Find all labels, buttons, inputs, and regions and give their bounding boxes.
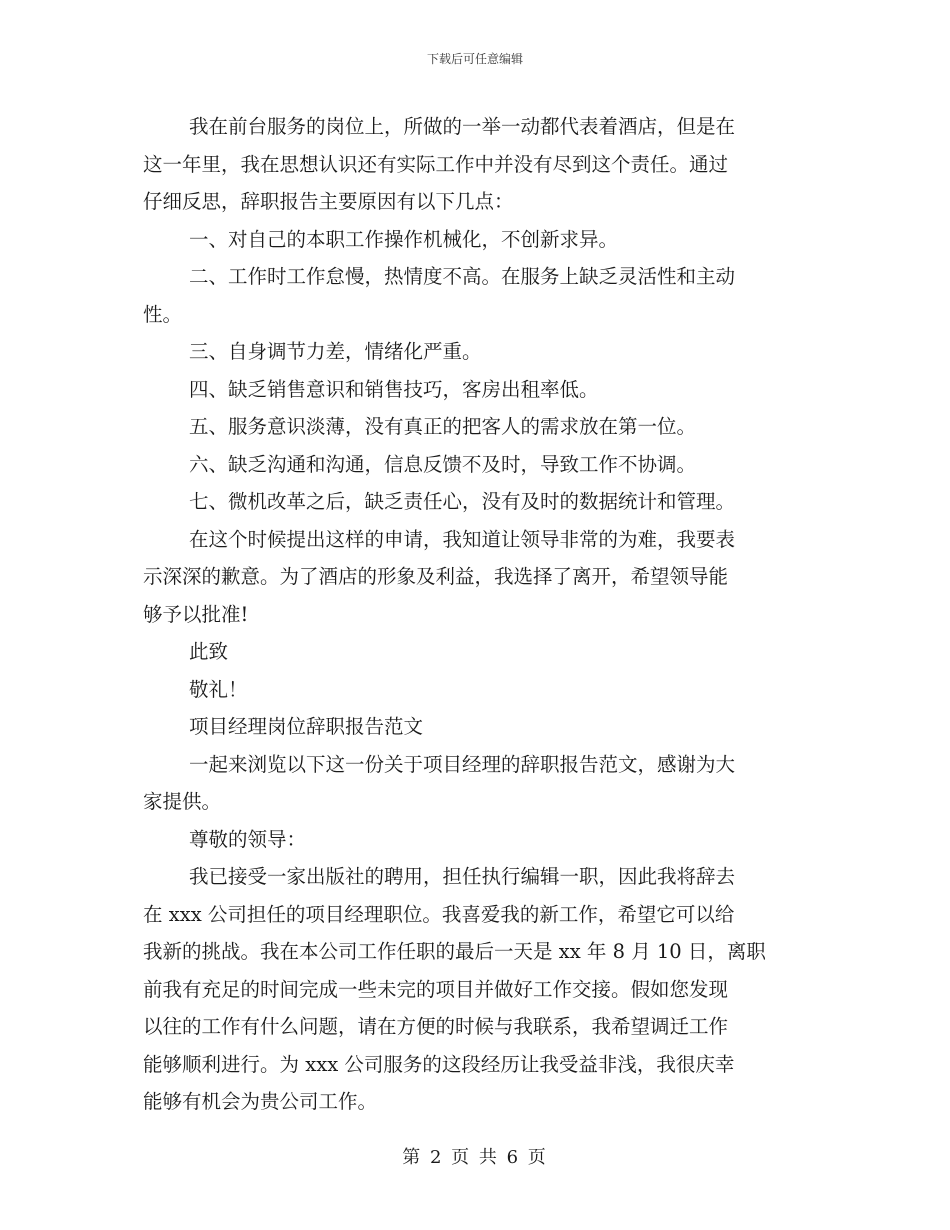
text-line: 一起来浏览以下这一份关于项目经理的辞职报告范文，感谢为大 (189, 752, 736, 776)
document-body (143, 108, 807, 1121)
text-line: 在这个时候提出这样的申请，我知道让领导非常的为难，我要表 (189, 527, 736, 551)
text-line: 这一年里，我在思想认识还有实际工作中并没有尽到这个责任。通过 (143, 152, 729, 176)
text-line: 性。 (143, 302, 183, 326)
text-line: 此致 (189, 640, 229, 663)
text-line: 我在前台服务的岗位上，所做的一举一动都代表着酒店，但是在 (189, 115, 736, 138)
text-line: 一、对自己的本职工作操作机械化，不创新求异。 (189, 227, 619, 251)
text-line: 三、自身调节力差，情绪化严重。 (189, 340, 482, 363)
text-line: 够予以批准! (143, 602, 249, 626)
text-line: 能够顺利进行。为 xxx 公司服务的这段经历让我受益非浅，我很庆幸 (143, 1052, 735, 1076)
text-line: 我新的挑战。我在本公司工作任职的最后一天是 xx 年 8 月 10 日，离职 (143, 940, 766, 963)
text-line: 七、微机改革之后，缺乏责任心，没有及时的数据统计和管理。 (189, 490, 736, 513)
text-line: 以往的工作有什么问题，请在方便的时候与我联系，我希望调迁工作 (143, 1015, 729, 1038)
page-number: 第 2 页 共 6 页 (402, 1147, 548, 1168)
text-line: 家提供。 (143, 790, 222, 813)
text-line: 在 xxx 公司担任的项目经理职位。我喜爱我的新工作，希望它可以给 (143, 902, 735, 926)
text-line: 四、缺乏销售意识和销售技巧，客房出租率低。 (189, 377, 599, 401)
text-line: 前我有充足的时间完成一些未完的项目并做好工作交接。假如您发现 (143, 977, 729, 1001)
text-line: 能够有机会为贵公司工作。 (143, 1090, 378, 1113)
text-line: 六、缺乏沟通和沟通，信息反馈不及时，导致工作不协调。 (189, 452, 697, 476)
text-line: 我已接受一家出版社的聘用，担任执行编辑一职，因此我将辞去 (189, 865, 736, 888)
text-line: 二、工作时工作怠慢，热情度不高。在服务上缺乏灵活性和主动 (189, 265, 736, 288)
text-line: 仔细反思，辞职报告主要原因有以下几点： (143, 190, 514, 213)
text-line: 尊敬的领导： (189, 827, 307, 851)
text-line: 敬礼！ (189, 677, 248, 701)
text-line: 项目经理岗位辞职报告范文 (189, 715, 424, 738)
page-header: 下载后可任意编辑 (426, 52, 523, 66)
text-line: 示深深的歉意。为了酒店的形象及利益，我选择了离开，希望领导能 (143, 565, 729, 588)
text-line: 五、服务意识淡薄，没有真正的把客人的需求放在第一位。 (189, 415, 697, 438)
